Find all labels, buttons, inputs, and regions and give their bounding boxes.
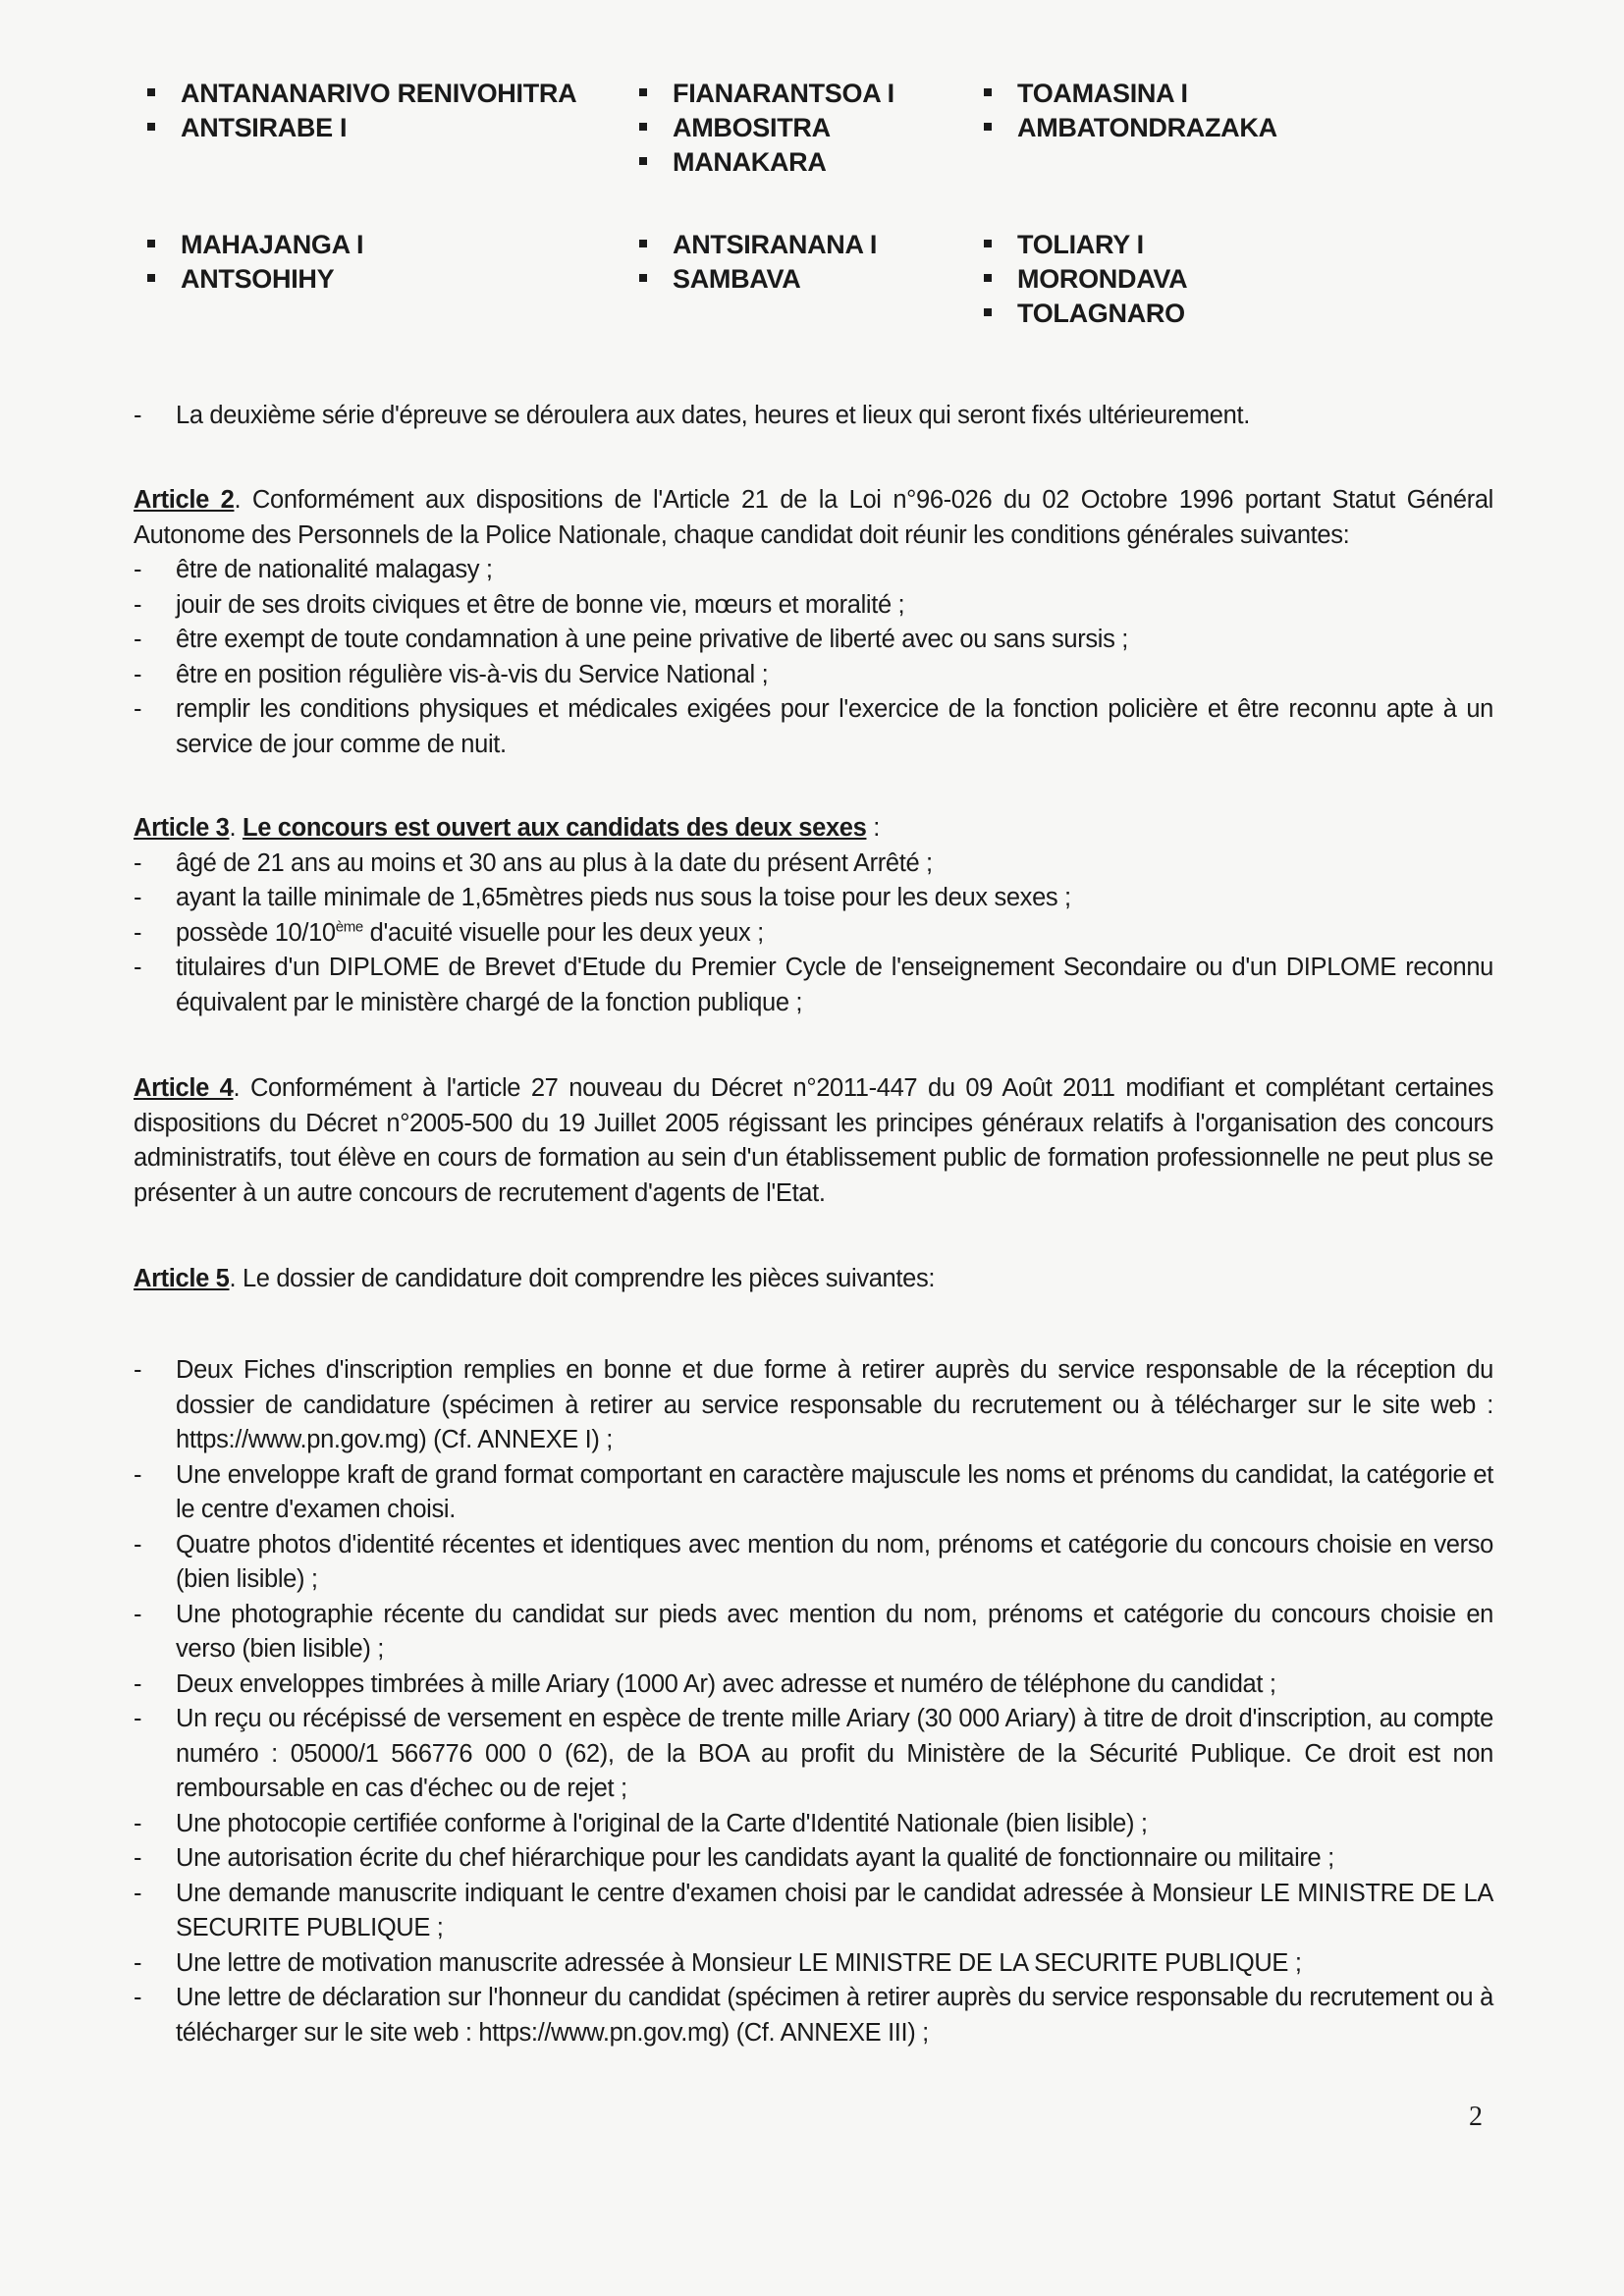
square-bullet-icon (984, 240, 992, 247)
article-2-intro (134, 483, 1493, 553)
list-item: - jouir de ses droits civiques et être de bonne vie, mœurs et moralité ; (134, 588, 1493, 624)
exam-centre-item (984, 77, 1277, 111)
second-series-note (134, 399, 1493, 434)
centres-col-1 (147, 77, 576, 145)
article-3-heading: Le concours est ouvert aux candidats des deux sexes (242, 814, 867, 842)
exam-centre-item (984, 228, 1187, 262)
square-bullet-icon (984, 88, 992, 96)
square-bullet-icon (984, 123, 992, 131)
square-bullet-icon (147, 274, 155, 282)
acuity-after: d'acuité visuelle pour les deux yeux ; (362, 918, 764, 947)
exam-centre-item (984, 297, 1187, 331)
acuity-sup: ème (335, 918, 363, 935)
second-series-text: - La deuxième série d'épreuve se déroulera aux dates, heures et lieux qui seront fixés ultérieurement. (134, 399, 1493, 434)
square-bullet-icon (639, 88, 647, 96)
square-bullet-icon (639, 123, 647, 131)
square-bullet-icon (147, 240, 155, 247)
exam-centre-name: ANTSIRABE I (181, 113, 348, 142)
acuity-before: possède 10/10 (176, 918, 336, 947)
list-item: - Deux Fiches d'inscription remplies en bonne et due forme à retirer auprès du service responsable de la réception du dossier de candidature (spécimen à retirer au service responsable du recrutement ou à télécharger sur le site web : https://www.pn.gov.mg) (Cf. ANNEXE I) ; (134, 1353, 1493, 1458)
exam-centre-name: MORONDAVA (1017, 264, 1188, 294)
article-2-conditions (134, 553, 1493, 762)
exam-centre-item (147, 111, 576, 145)
exam-centre-item (639, 262, 877, 297)
list-item: - Une lettre de déclaration sur l'honneur du candidat (spécimen à retirer auprès du service responsable du recrutement ou à télécharger sur le site web : https://www.pn.gov.mg) (Cf. ANNEXE III) ; (134, 1981, 1493, 2050)
exam-centre-item (639, 111, 894, 145)
article-4-label: Article 4 (134, 1074, 234, 1102)
centres-col-3 (984, 77, 1277, 145)
exam-centre-name: TOAMASINA I (1017, 79, 1188, 108)
article-3-colon: : (866, 814, 880, 842)
exam-centre-item (147, 77, 576, 111)
exam-centre-name: ANTSIRANANA I (673, 230, 878, 259)
exam-centre-name: MAHAJANGA I (181, 230, 364, 259)
list-item-acuity (134, 916, 1493, 952)
article-4 (134, 1071, 1493, 1211)
list-item: - Une enveloppe kraft de grand format comportant en caractère majuscule les noms et prénoms du candidat, la catégorie et le centre d'examen choisi. (134, 1458, 1493, 1528)
square-bullet-icon (984, 308, 992, 316)
article-2-label: Article 2 (134, 486, 235, 514)
exam-centre-name: SAMBAVA (673, 264, 801, 294)
article-4-text-block (134, 1071, 1493, 1211)
article-2-intro-text: . Conformément aux dispositions de l'Article 21 de la Loi n°96-026 du 02 Octobre 1996 portant Statut Général Autonome des Personnels de la Police Nationale, chaque candidat doit réunir les conditions générales suivantes: (134, 486, 1493, 549)
page-number: 2 (1469, 2102, 1483, 2132)
exam-centre-name: AMBOSITRA (673, 113, 831, 142)
article-2 (134, 483, 1493, 762)
square-bullet-icon (639, 240, 647, 247)
square-bullet-icon (984, 274, 992, 282)
article-4-text: . Conformément à l'article 27 nouveau du Décret n°2011-447 du 09 Août 2011 modifiant et complétant certaines dispositions du Décret n°2005-500 du 19 Juillet 2005 régissant les principes généraux relatifs à l'organisation des concours administratifs, tout élève en cours de formation au sein d'un établissement public de formation professionnelle ne peut plus se présenter à un autre concours de recrutement d'agents de l'Etat. (134, 1074, 1493, 1207)
article-3 (134, 811, 1493, 1020)
exam-centre-name: ANTANANARIVO RENIVOHITRA (181, 79, 577, 108)
exam-centre-name: MANAKARA (673, 147, 827, 177)
list-item: - âgé de 21 ans au moins et 30 ans au plus à la date du présent Arrêté ; (134, 847, 1493, 882)
list-item: - être de nationalité malagasy ; (134, 553, 1493, 588)
list-item: - être exempt de toute condamnation à une peine privative de liberté avec ou sans sursis ; (134, 623, 1493, 658)
square-bullet-icon (147, 123, 155, 131)
list-item: - Une photocopie certifiée conforme à l'original de la Carte d'Identité Nationale (bien lisible) ; (134, 1807, 1493, 1842)
article-3-label: Article 3 (134, 814, 230, 842)
square-bullet-icon (639, 274, 647, 282)
article-5-intro-text: . Le dossier de candidature doit comprendre les pièces suivantes: (229, 1265, 936, 1292)
list-item: - Deux enveloppes timbrées à mille Ariary (1000 Ar) avec adresse et numéro de téléphone du candidat ; (134, 1667, 1493, 1703)
list-item: - être en position régulière vis-à-vis du Service National ; (134, 658, 1493, 693)
article-5-label: Article 5 (134, 1265, 230, 1292)
exam-centre-name: TOLIARY I (1017, 230, 1144, 259)
article-3-sep: . (229, 814, 243, 842)
exam-centre-item (984, 111, 1277, 145)
exam-centre-item (639, 228, 877, 262)
list-item: - ayant la taille minimale de 1,65mètres pieds nus sous la toise pour les deux sexes ; (134, 881, 1493, 916)
article-3-intro (134, 811, 1493, 847)
article-5-intro (134, 1262, 1493, 1297)
exam-centre-name: AMBATONDRAZAKA (1017, 113, 1277, 142)
article-5-documents (134, 1353, 1493, 2050)
exam-centre-item (639, 77, 894, 111)
article-5 (134, 1262, 1493, 1297)
list-item: - Une lettre de motivation manuscrite adressée à Monsieur LE MINISTRE DE LA SECURITE PUBLIQUE ; (134, 1946, 1493, 1982)
list-item: - Un reçu ou récépissé de versement en espèce de trente mille Ariary (30 000 Ariary) à titre de droit d'inscription, au compte numéro : 05000/1 566776 000 0 (62), de la BOA au profit du Ministère de la Sécurité Publique. Ce droit est non remboursable en cas d'échec ou de rejet ; (134, 1702, 1493, 1807)
centres-col-1 (147, 228, 363, 297)
exam-centre-name: FIANARANTSOA I (673, 79, 894, 108)
square-bullet-icon (147, 88, 155, 96)
centres-col-3 (984, 228, 1187, 331)
exam-centre-item (984, 262, 1187, 297)
exam-centre-item (147, 228, 363, 262)
list-item: - titulaires d'un DIPLOME de Brevet d'Etude du Premier Cycle de l'enseignement Secondaire ou d'un DIPLOME reconnu équivalent par le ministère chargé de la fonction publique ; (134, 951, 1493, 1020)
square-bullet-icon (639, 157, 647, 165)
list-item: - Quatre photos d'identité récentes et identiques avec mention du nom, prénoms et catégorie du concours choisie en verso (bien lisible) ; (134, 1528, 1493, 1598)
article-3-conditions (134, 847, 1493, 1021)
exam-centre-item (639, 145, 894, 180)
centres-col-2 (639, 228, 877, 297)
exam-centre-item (147, 262, 363, 297)
list-item: - remplir les conditions physiques et médicales exigées pour l'exercice de la fonction policière et être reconnu apte à un service de jour comme de nuit. (134, 692, 1493, 762)
list-item: - Une photographie récente du candidat sur pieds avec mention du nom, prénoms et catégorie du concours choisie en verso (bien lisible) ; (134, 1598, 1493, 1667)
exam-centre-name: ANTSOHIHY (181, 264, 335, 294)
exam-centre-name: TOLAGNARO (1017, 299, 1185, 328)
article-5-document-list (134, 1353, 1493, 2050)
list-item: - Une autorisation écrite du chef hiérarchique pour les candidats ayant la qualité de fonctionnaire ou militaire ; (134, 1841, 1493, 1877)
list-item: - Une demande manuscrite indiquant le centre d'examen choisi par le candidat adressée à Monsieur LE MINISTRE DE LA SECURITE PUBLIQUE ; (134, 1877, 1493, 1946)
centres-col-2 (639, 77, 894, 180)
